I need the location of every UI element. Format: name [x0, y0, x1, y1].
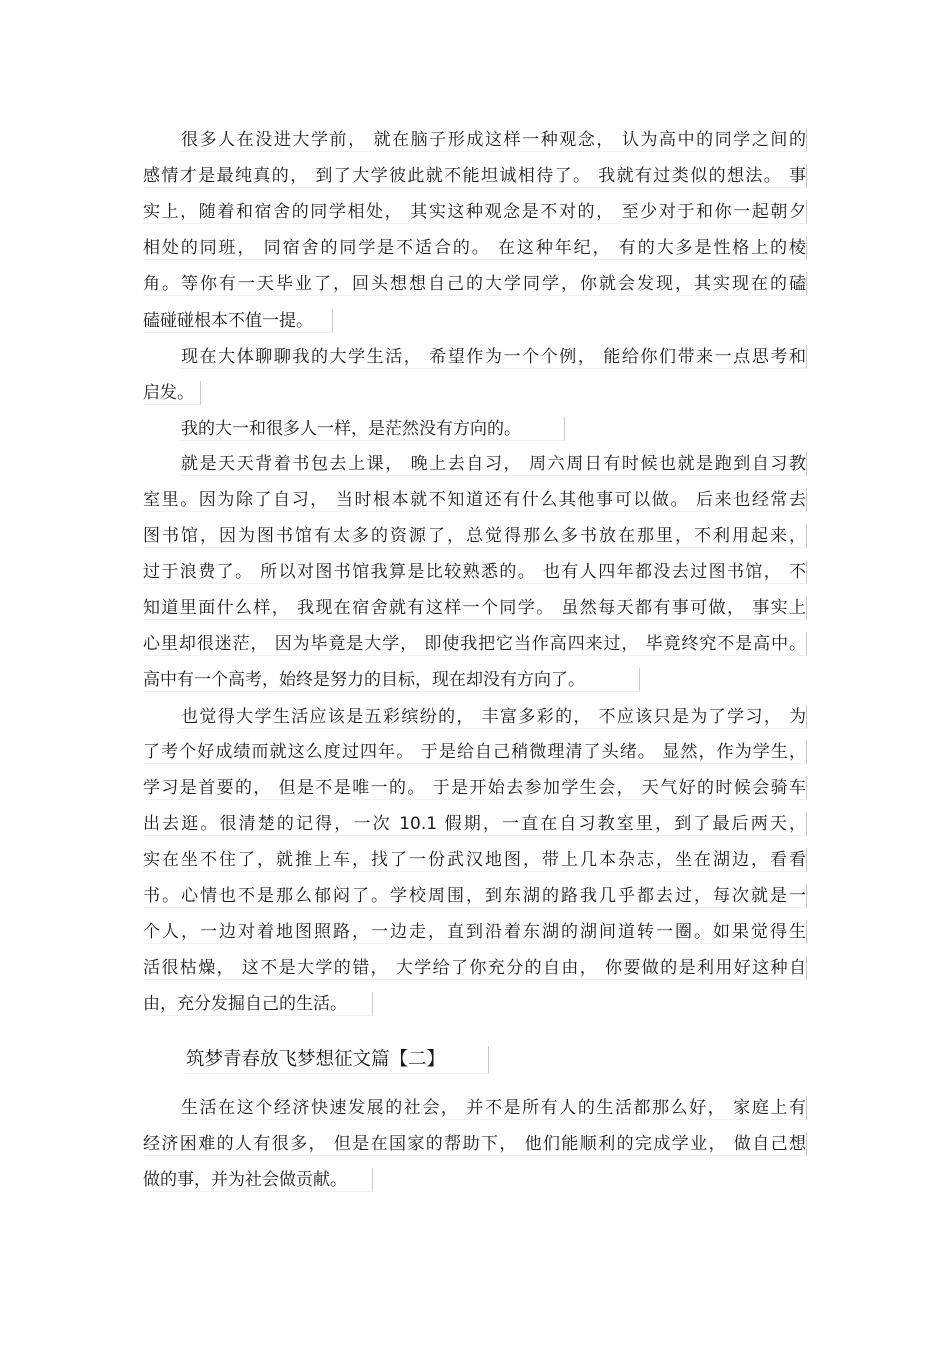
text-line: 也觉得大学生活应该是五彩缤纷的， 丰富多彩的， 不应该只是为了学习， 为	[181, 707, 806, 727]
text-line: 很多人在没进大学前， 就在脑子形成这样一种观念， 认为高中的同学之间的	[181, 130, 806, 150]
text-line: 启发。	[143, 381, 201, 405]
text-line: 实在坐不住了，就推上车，找了一份武汉地图，带上几本杂志，坐在湖边，看看	[143, 850, 806, 870]
text-line: 出去逛。很清楚的记得，一次 10.1 假期，一直在自习教室里，到了最后两天，	[143, 814, 806, 834]
text-line: 经济困难的人有很多， 但是在国家的帮助下， 他们能顺利的完成学业， 做自己想	[143, 1134, 806, 1154]
text-line: 高中有一个高考，始终是努力的目标，现在却没有方向了。	[143, 668, 640, 692]
text-line: 就是天天背着书包去上课， 晚上去自习， 周六周日有时候也就是跑到自习教	[181, 454, 806, 474]
text-line: 由，充分发掘自己的生活。	[143, 992, 373, 1016]
text-line: 了考个好成绩而就这么度过四年。 于是给自己稍微理清了头绪。 显然，作为学生，	[143, 742, 806, 762]
text-line: 我的大一和很多人一样，是茫然没有方向的。	[181, 417, 565, 441]
text-line: 室里。因为除了自习， 当时根本就不知道还有什么其他事可以做。 后来也经常去	[143, 490, 806, 510]
text-line: 活很枯燥， 这不是大学的错， 大学给了你充分的自由， 你要做的是利用好这种自	[143, 958, 806, 978]
text-line: 过于浪费了。 所以对图书馆我算是比较熟悉的。 也有人四年都没去过图书馆， 不	[143, 562, 806, 582]
text-line: 磕碰碰根本不值一提。	[143, 309, 333, 333]
text-line: 书。心情也不是那么郁闷了。学校周围，到东湖的路我几乎都去过，每次就是一	[143, 886, 806, 906]
text-line: 学习是首要的， 但是不是唯一的。 于是开始去参加学生会， 天气好的时候会骑车	[143, 778, 806, 798]
text-line: 生活在这个经济快速发展的社会， 并不是所有人的生活都那么好， 家庭上有	[181, 1098, 806, 1118]
text-line: 实上，随着和宿舍的同学相处， 其实这种观念是不对的， 至少对于和你一起朝夕	[143, 202, 806, 222]
text-line: 图书馆，因为图书馆有太多的资源了，总觉得那么多书放在那里，不利用起来，	[143, 526, 806, 546]
text-line: 现在大体聊聊我的大学生活， 希望作为一个个例， 能给你们带来一点思考和	[181, 347, 806, 367]
text-line: 知道里面什么样， 我现在宿舍就有这样一个同学。 虽然每天都有事可做， 事实上	[143, 598, 806, 618]
text-line: 相处的同班， 同宿舍的同学是不适合的。 在这种年纪， 有的大多是性格上的棱	[143, 238, 806, 258]
section-heading: 筑梦青春放飞梦想征文篇【二】	[186, 1046, 489, 1074]
text-line: 个人，一边对着地图照路，一边走，直到沿着东湖的湖间道转一圈。如果觉得生	[143, 922, 806, 942]
text-line: 角。等你有一天毕业了，回头想想自己的大学同学，你就会发现，其实现在的磕	[143, 274, 806, 294]
text-line: 心里却很迷茫， 因为毕竟是大学， 即使我把它当作高四来过， 毕竟终究不是高中。	[143, 634, 806, 654]
text-line: 感情才是最纯真的， 到了大学彼此就不能坦诚相待了。 我就有过类似的想法。 事	[143, 166, 806, 186]
text-line: 做的事，并为社会做贡献。	[143, 1168, 373, 1192]
